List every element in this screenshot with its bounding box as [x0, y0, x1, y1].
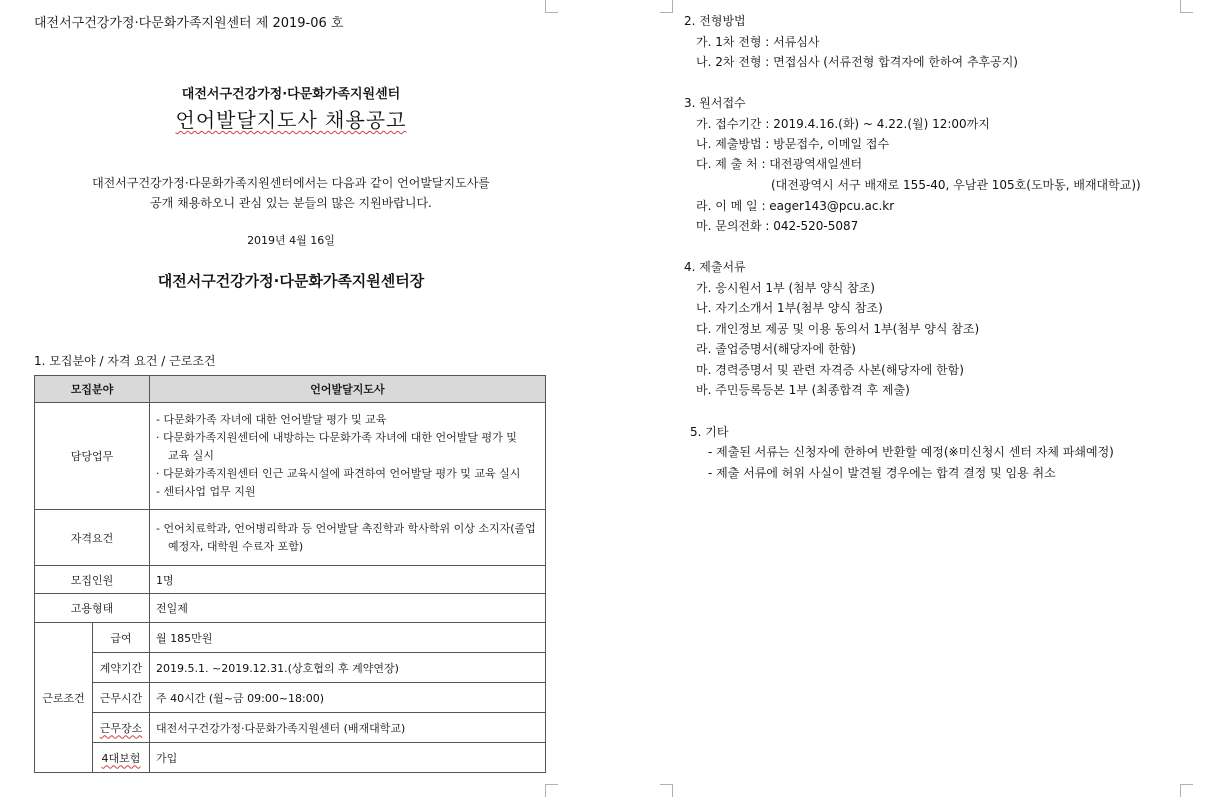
insurance-value: 가입 [150, 743, 546, 773]
page-title [0, 104, 582, 133]
crop-mark [1180, 0, 1193, 13]
signature: 대전서구건강가정·다문화가족지원센터장 [157, 272, 425, 290]
salary-value: 월 185만원 [150, 623, 546, 653]
insurance-label [93, 743, 150, 773]
title-org: 대전서구건강가정·다문화가족지원센터 [181, 87, 401, 102]
contact-phone: 마. 문의전화 : 042-520-5087 [696, 219, 859, 233]
document-item: 다. 개인정보 제공 및 이용 동의서 1부(첨부 양식 참조) [696, 322, 980, 336]
intro-line-1: 대전서구건강가정·다문화가족지원센터에서는 다음과 같이 언어발달지도사를 [92, 176, 490, 190]
table-header-field: 모집분야 [35, 376, 150, 403]
contact-email: 라. 이 메 일 : eager143@pcu.ac.kr [696, 199, 895, 213]
qual-line: - 언어치료학과, 언어병리학과 등 언어발달 촉진학과 학사학위 이상 소지자(졸업 [156, 521, 536, 535]
document-item: 가. 응시원서 1부 (첨부 양식 참조) [696, 281, 875, 295]
duty-line: - 다문화가족 자녀에 대한 언어발달 평가 및 교육 [156, 413, 387, 426]
application-place: 다. 제 출 처 : 대전광역새일센터 [696, 157, 863, 171]
section2-item: 나. 2차 전형 : 면접심사 (서류전형 합격자에 한하여 추후공지) [696, 55, 1018, 69]
intro-line-2: 공개 채용하오니 관심 있는 분들의 많은 지원바랍니다. [150, 196, 432, 210]
document-item: 마. 경력증명서 및 관련 자격증 사본(해당자에 한함) [696, 363, 964, 377]
type-label: 고용형태 [35, 594, 150, 623]
doc-number: 대전서구건강가정·다문화가족지원센터 제 2019-06 호 [34, 16, 344, 31]
page-gutter [582, 0, 620, 796]
qual-line: 예정자, 대학원 수료자 포함) [168, 539, 304, 553]
announcement-date: 2019년 4월 16일 [247, 234, 335, 247]
document-item: 바. 주민등록등본 1부 (최종합격 후 제출) [696, 383, 910, 397]
qual-label: 자격요건 [35, 510, 150, 566]
contract-value: 2019.5.1. ~2019.12.31.(상호협의 후 계약연장) [150, 653, 546, 683]
section2-heading: 2. 전형방법 [684, 14, 746, 28]
duty-line: · 다문화가족지원센터에 내방하는 다문화가족 자녀에 대한 언어발달 평가 및 [156, 431, 517, 444]
table-header-job: 언어발달지도사 [150, 376, 546, 403]
section1-heading: 1. 모집분야 / 자격 요건 / 근로조건 [34, 354, 216, 368]
duties-cell [150, 403, 546, 510]
duty-line: · 다문화가족지원센터 인근 교육시설에 파견하여 언어발달 평가 및 교육 실시 [156, 467, 521, 480]
application-period: 가. 접수기간 : 2019.4.16.(화) ~ 4.22.(월) 12:00까지 [696, 117, 990, 131]
crop-mark [660, 0, 673, 13]
hours-value: 주 40시간 (월~금 09:00~18:00) [150, 683, 546, 713]
section2-item: 가. 1차 전형 : 서류심사 [696, 35, 820, 49]
application-address: (대전광역시 서구 배재로 155-40, 우남관 105호(도마동, 배재대학교)) [771, 178, 1141, 192]
section5-heading: 5. 기타 [690, 425, 729, 439]
type-value: 전일제 [150, 594, 546, 623]
insurance-label-text: 4대보험 [101, 751, 141, 765]
crop-mark [1180, 784, 1193, 797]
section4-heading: 4. 제출서류 [684, 260, 746, 274]
workplace-label-text: 근무장소 [99, 721, 143, 735]
crop-mark [545, 0, 558, 13]
cond-label: 근로조건 [35, 623, 93, 773]
section3-heading: 3. 원서접수 [684, 96, 746, 110]
count-label: 모집인원 [35, 566, 150, 594]
hours-label: 근무시간 [93, 683, 150, 713]
document-item: 라. 졸업증명서(해당자에 한함) [696, 342, 856, 356]
document-item: 나. 자기소개서 1부(첨부 양식 참조) [696, 301, 883, 315]
duties-label: 담당업무 [35, 403, 150, 510]
recruitment-table [34, 375, 546, 773]
salary-label: 급여 [93, 623, 150, 653]
page-title-text: 언어발달지도사 채용공고 [175, 108, 407, 132]
crop-mark [545, 784, 558, 797]
contract-label: 계약기간 [93, 653, 150, 683]
application-method: 나. 제출방법 : 방문접수, 이메일 접수 [696, 137, 890, 151]
count-value: 1명 [150, 566, 546, 594]
crop-mark [660, 784, 673, 797]
other-item: - 제출된 서류는 신청자에 한하여 반환할 예정(※미신청시 센터 자체 파쇄예정) [708, 445, 1114, 459]
duty-line: - 센터사업 업무 지원 [156, 485, 256, 498]
other-item: - 제출 서류에 허위 사실이 발견될 경우에는 합격 결정 및 임용 취소 [708, 466, 1056, 480]
workplace-label [93, 713, 150, 743]
duty-line: 교육 실시 [168, 449, 215, 462]
qual-cell [150, 510, 546, 566]
workplace-value: 대전서구건강가정·다문화가족지원센터 (배재대학교) [150, 713, 546, 743]
